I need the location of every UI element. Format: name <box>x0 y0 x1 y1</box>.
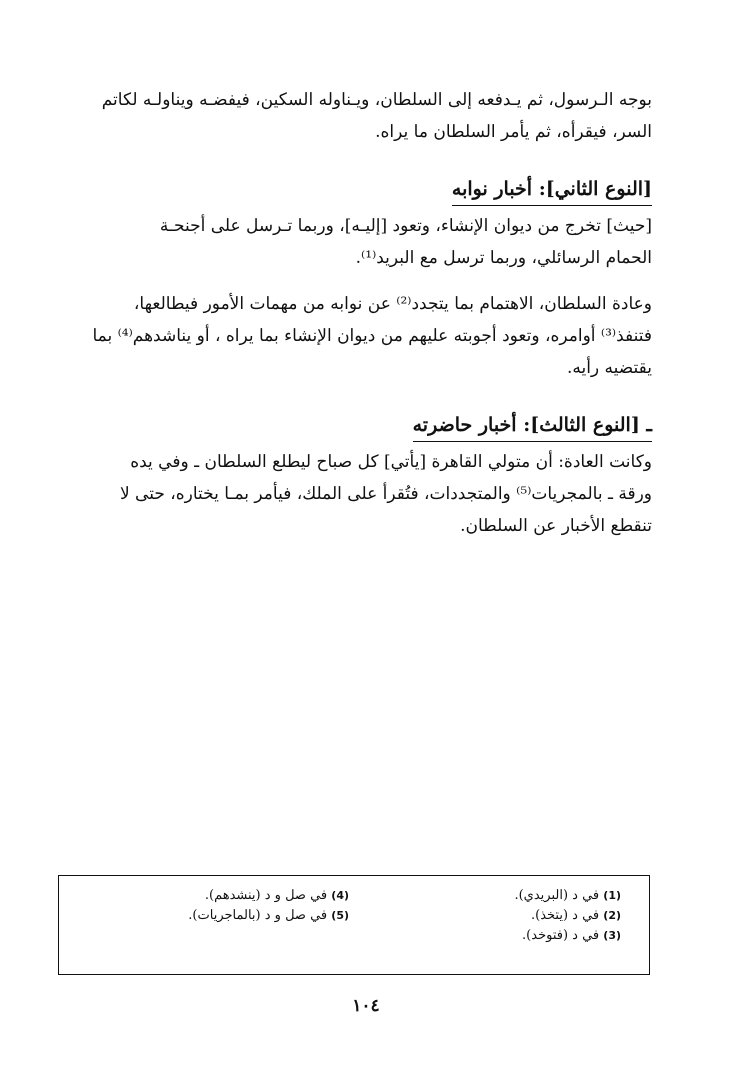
footnote-number: (3) <box>603 929 621 942</box>
text-line: وعادة السلطان، الاهتمام بما يتجدد⁽²⁾ عن نوابه من مهمات الأمور فيطالعها، <box>133 294 652 314</box>
text-line: فتنفذ⁽³⁾ أوامره، وتعود أجوبته عليهم من ديوان الإنشاء بما يراه ، أو يناشدهم⁽⁴⁾ بما <box>92 326 652 346</box>
footnote-number: (4) <box>331 889 349 902</box>
footnotes-box <box>58 875 650 975</box>
footnote-text: في صل و د (ينشدهم). <box>204 888 332 903</box>
footnote-number: (1) <box>603 889 621 902</box>
section-heading-3 <box>413 410 652 442</box>
text-line: تنقطع الأخبار عن السلطان. <box>460 516 652 536</box>
paragraph-4 <box>60 446 652 542</box>
heading-separator: : <box>516 414 531 436</box>
footnote-number: (5) <box>331 909 349 922</box>
heading-tag: [النوع الثالث] <box>530 414 640 436</box>
text-line: يقتضيه رأيه. <box>566 358 652 378</box>
heading-separator: : <box>532 178 546 200</box>
footnote-text: في صل و د (بالماجريات). <box>188 908 332 923</box>
paragraph-2 <box>60 210 652 274</box>
heading-title: أخبار نوابه <box>451 178 533 200</box>
heading-title: أخبار حاضرته <box>412 414 517 436</box>
text-line: السر، فيقرأه، ثم يأمر السلطان ما يراه. <box>375 122 652 142</box>
text-line: الحمام الرسائلي، وربما ترسل مع البريد⁽¹⁾. <box>355 248 652 268</box>
footnote-text: في د (البريدي). <box>514 888 604 903</box>
text-line: وكانت العادة: أن متولي القاهرة [يأتي] كل صباح ليطلع السلطان ـ وفي يده <box>130 452 652 472</box>
heading-dash: ـ <box>639 414 652 436</box>
footnote-number: (2) <box>603 909 621 922</box>
paragraph-1 <box>60 84 652 148</box>
text-line: [حيث] تخرج من ديوان الإنشاء، وتعود [إليـه]، وربما تـرسل على أجنحـة <box>159 216 652 236</box>
footnotes-column-right <box>361 886 621 946</box>
footnote <box>89 906 349 926</box>
footnote-text: في د (فتوخد). <box>522 928 604 943</box>
paragraph-3 <box>60 288 652 384</box>
heading-tag: [النوع الثاني] <box>545 178 652 200</box>
text-line: ورقة ـ بالمجريات⁽⁵⁾ والمتجددات، فتُقرأ على الملك، فيأمر بمـا يختاره، حتى لا <box>119 484 652 504</box>
footnote <box>361 886 621 906</box>
footnote <box>361 906 621 926</box>
text-line: بوجه الـرسول، ثم يـدفعه إلى السلطان، ويـناوله السكين، فيفضـه ويناولـه لكاتم <box>101 90 652 110</box>
section-heading-2 <box>452 174 652 206</box>
footnote-text: في د (يتخذ). <box>531 908 604 923</box>
page-number: ١٠٤ <box>352 996 380 1016</box>
footnotes-column-left <box>89 886 349 926</box>
footnote <box>89 886 349 906</box>
footnote <box>361 926 621 946</box>
